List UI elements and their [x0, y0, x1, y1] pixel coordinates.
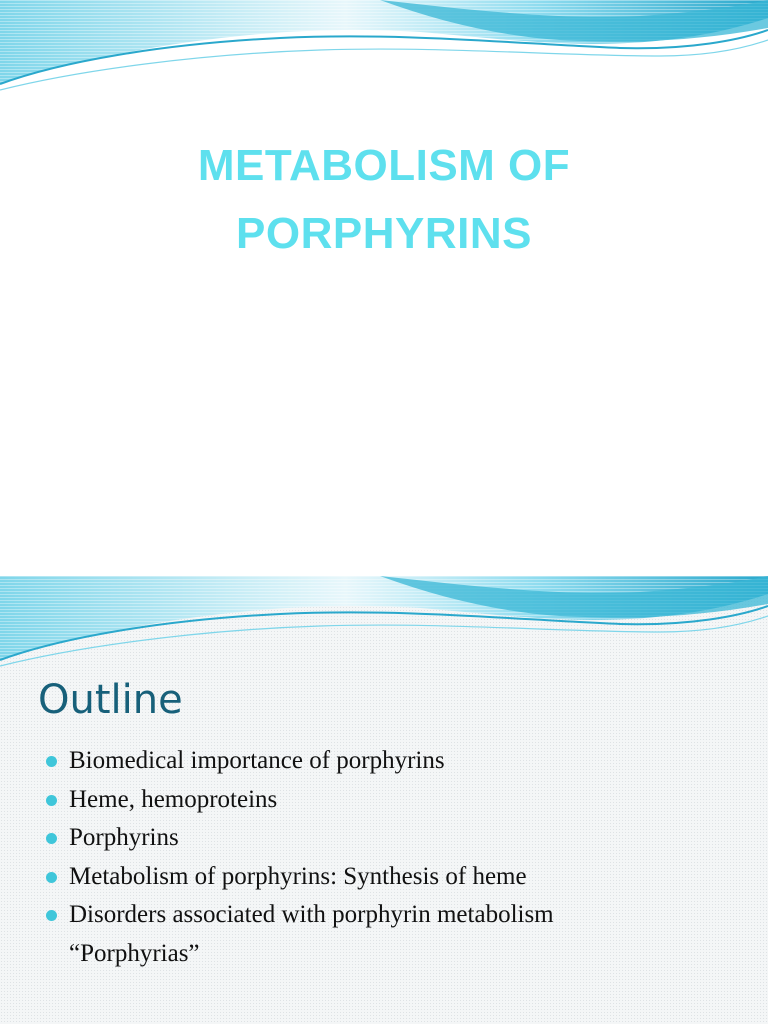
outline-slide	[0, 576, 768, 1024]
bullet-text: Biomedical importance of porphyrins	[69, 747, 445, 774]
slide-title	[84, 132, 684, 268]
bullet-dot-icon	[46, 872, 57, 883]
header-wave-decoration	[0, 0, 768, 95]
bullet-text: Disorders associated with porphyrin metabolism	[69, 901, 554, 928]
slide-title-line-1: METABOLISM OF	[197, 141, 571, 190]
slide-title-line-2: PORPHYRINS	[236, 209, 532, 258]
list-item	[44, 742, 709, 781]
bullet-text-continuation: “Porphyrias”	[69, 939, 200, 967]
bullet-text: Metabolism of porphyrins: Synthesis of heme	[69, 862, 527, 890]
list-item	[44, 896, 709, 973]
bullet-dot-icon	[46, 756, 57, 767]
bullet-text: Porphyrins	[69, 824, 179, 851]
bullet-dot-icon	[46, 795, 57, 806]
list-item	[44, 781, 709, 820]
bullet-dot-icon	[46, 833, 57, 844]
bullet-dot-icon	[46, 910, 57, 921]
bullet-text: Heme, hemoproteins	[69, 785, 278, 813]
header-wave-decoration	[0, 576, 768, 671]
list-item	[44, 858, 709, 897]
outline-bullet-list	[44, 742, 709, 973]
list-item	[44, 819, 709, 858]
outline-heading: Outline	[38, 677, 183, 723]
